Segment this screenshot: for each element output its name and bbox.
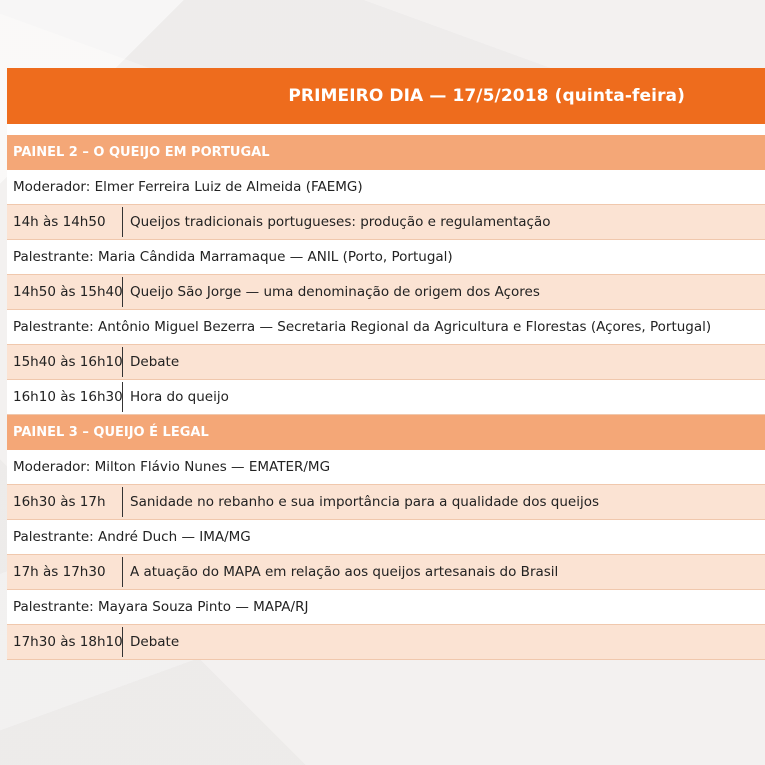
schedule-row xyxy=(7,345,765,380)
schedule-row xyxy=(7,625,765,660)
session-title: Debate xyxy=(130,634,180,650)
session-time: 17h30 às 18h10 xyxy=(7,627,123,657)
session-time: 15h40 às 16h10 xyxy=(7,347,123,377)
schedule-row xyxy=(7,275,765,310)
schedule-row xyxy=(7,485,765,520)
session-title: Queijos tradicionais portugueses: produção e regulamentação xyxy=(130,214,551,230)
speaker-row: Palestrante: André Duch — IMA/MG xyxy=(7,520,765,555)
header-gap xyxy=(7,124,765,135)
schedule-row xyxy=(7,205,765,240)
speaker-row: Palestrante: Mayara Souza Pinto — MAPA/RJ xyxy=(7,590,765,625)
schedule-row xyxy=(7,380,765,415)
session-title: A atuação do MAPA em relação aos queijos artesanais do Brasil xyxy=(130,564,559,580)
day-title: PRIMEIRO DIA — 17/5/2018 (quinta-feira) xyxy=(288,86,685,106)
panel-2-moderator: Moderador: Elmer Ferreira Luiz de Almeida (FAEMG) xyxy=(7,170,765,205)
panel-2-title: PAINEL 2 – O QUEIJO EM PORTUGAL xyxy=(7,135,765,170)
panel-3-title: PAINEL 3 – QUEIJO É LEGAL xyxy=(7,415,765,450)
speaker-row: Palestrante: Antônio Miguel Bezerra — Secretaria Regional da Agricultura e Florestas (Açores, Portugal) xyxy=(7,310,765,345)
session-time: 16h30 às 17h xyxy=(7,487,123,517)
panel-3-moderator: Moderador: Milton Flávio Nunes — EMATER/MG xyxy=(7,450,765,485)
session-title: Debate xyxy=(130,354,180,370)
session-time: 14h50 às 15h40 xyxy=(7,277,123,307)
schedule-row xyxy=(7,555,765,590)
session-title: Sanidade no rebanho e sua importância para a qualidade dos queijos xyxy=(130,494,600,510)
day-header xyxy=(7,68,765,124)
session-time: 16h10 às 16h30 xyxy=(7,382,123,412)
speaker-row: Palestrante: Maria Cândida Marramaque — ANIL (Porto, Portugal) xyxy=(7,240,765,275)
session-time: 14h às 14h50 xyxy=(7,207,123,237)
session-title: Queijo São Jorge — uma denominação de origem dos Açores xyxy=(130,284,540,300)
session-time: 17h às 17h30 xyxy=(7,557,123,587)
session-title: Hora do queijo xyxy=(130,389,229,405)
schedule-sheet xyxy=(7,68,765,660)
